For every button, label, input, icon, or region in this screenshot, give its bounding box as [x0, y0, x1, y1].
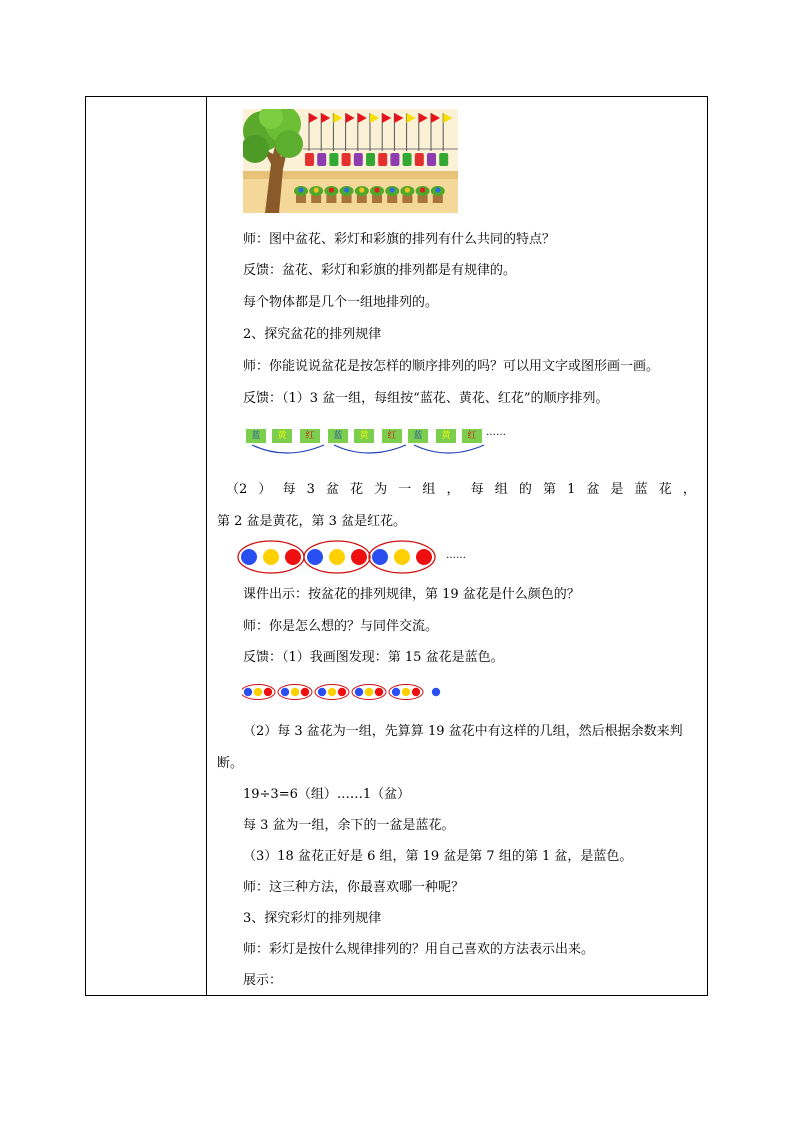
flower-dot [355, 688, 363, 696]
flower-dot [264, 688, 272, 696]
flower-icon [374, 187, 379, 192]
flower-dot [285, 549, 301, 565]
chip-7: 蓝 [408, 429, 428, 443]
flower-dot [416, 549, 432, 565]
flower-dot [394, 549, 410, 565]
method-3: （3）18 盆花正好是 6 组，第 19 盆是第 7 组的第 1 盆，是蓝色。 [243, 849, 633, 864]
pot-icon [326, 195, 336, 203]
lantern-icon [415, 153, 424, 166]
flower-dot [281, 688, 289, 696]
lantern-icon [427, 153, 436, 166]
chip-ellipsis: …… [486, 427, 506, 438]
flower-icon [314, 187, 319, 192]
section-3-heading: 3、探究彩灯的排列规律 [243, 911, 382, 926]
method-2-token: ， [682, 482, 696, 497]
flower-dot [241, 549, 257, 565]
chip-diagram [244, 427, 544, 461]
teacher-question-4: 师：这三种方法，你最喜欢哪一种呢？ [243, 880, 465, 895]
flower-dot [338, 688, 346, 696]
flower-icon [329, 187, 334, 192]
method-2-token: 的 [518, 482, 532, 497]
method-2-token: 盆 [325, 482, 339, 497]
section-2-heading: 2、探究盆花的排列规律 [243, 327, 382, 342]
flower-dot [412, 688, 420, 696]
flower-dot [351, 549, 367, 565]
circle-ellipsis: …… [446, 550, 466, 561]
method-2-token: 3 [306, 482, 315, 497]
feedback-2: 反馈：（1）3 盆一组，每组按“蓝花、黄花、红花”的顺序排列。 [243, 391, 609, 406]
method-2-token: 组 [494, 482, 508, 497]
chip-5: 黄 [354, 429, 374, 443]
method-2-token: （2 [226, 482, 248, 497]
conclusion: 每 3 盆为一组，余下的一盆是蓝花。 [243, 818, 455, 833]
flower-icon [344, 187, 349, 192]
lantern-icon [342, 153, 351, 166]
chip-9: 红 [462, 429, 482, 443]
chip-6: 红 [382, 429, 402, 443]
big-circle-diagram [236, 539, 476, 575]
pot-icon [342, 195, 352, 203]
flower-dot [392, 688, 400, 696]
courseware-prompt: 课件出示：按盆花的排列规律，第 19 盆花是什么颜色的？ [243, 587, 580, 602]
flower-dot [263, 549, 279, 565]
pot-icon [372, 195, 382, 203]
flower-dot [328, 688, 336, 696]
feedback-1: 反馈：盆花、彩灯和彩旗的排列都是有规律的。 [243, 263, 517, 278]
teacher-question-2: 师：你能说说盆花是按怎样的顺序排列的吗？可以用文字或图形画一画。 [243, 359, 660, 374]
teacher-question-3: 师：你是怎么想的？与同伴交流。 [243, 619, 439, 634]
method-2-token: 组 [422, 482, 436, 497]
chip-8: 黄 [436, 429, 456, 443]
lantern-icon [317, 153, 326, 166]
flower-dot [307, 549, 323, 565]
flower-icon [390, 187, 395, 192]
method-2-token: 第 [542, 482, 556, 497]
method-2-token: 1 [567, 482, 576, 497]
chip-1: 蓝 [246, 429, 266, 443]
feedback-3: 反馈：（1）我画图发现：第 15 盆花是蓝色。 [243, 650, 504, 665]
pot-icon [402, 195, 412, 203]
flower-icon [435, 187, 440, 192]
flower-dot [291, 688, 299, 696]
chip-3: 红 [300, 429, 320, 443]
method-2-token: 为 [374, 482, 388, 497]
flower-dot [365, 688, 373, 696]
chip-2: 黄 [272, 429, 292, 443]
method-2-explain-line-2: 断。 [217, 756, 244, 771]
flower-dot [301, 688, 309, 696]
method-2-token: 蓝 [634, 482, 648, 497]
lantern-icon [390, 153, 399, 166]
lantern-icon [366, 153, 375, 166]
pot-icon [387, 195, 397, 203]
pot-icon [296, 195, 306, 203]
lantern-icon [305, 153, 314, 166]
method-2-token: 花 [350, 482, 364, 497]
method-2-token: ， [446, 482, 460, 497]
pot-icon [357, 195, 367, 203]
method-2-line-2: 第 2 盆是黄花，第 3 盆是红花。 [217, 514, 407, 529]
pot-icon [433, 195, 443, 203]
method-2-explain-line-1: （2）每 3 盆花为一组，先算算 19 盆花中有这样的几组，然后根据余数来判 [243, 724, 683, 739]
lantern-icon [378, 153, 387, 166]
lantern-icon [354, 153, 363, 166]
method-2-token: 是 [610, 482, 624, 497]
flower-dot [244, 688, 252, 696]
flower-icon [359, 187, 364, 192]
pot-icon [311, 195, 321, 203]
teacher-question-1: 师：图中盆花、彩灯和彩旗的排列有什么共同的特点？ [243, 232, 556, 247]
flower-dot [329, 549, 345, 565]
flower-icon [298, 187, 303, 192]
method-2-token: 每 [470, 482, 484, 497]
lesson-table [85, 96, 708, 996]
flower-dot [375, 688, 383, 696]
method-2-token: 每 [282, 482, 296, 497]
left-column [86, 97, 207, 995]
flower-dot [372, 549, 388, 565]
show-label: 展示： [243, 973, 283, 988]
flower-icon [405, 187, 410, 192]
small-circle-diagram [242, 683, 482, 701]
method-2-token: ） [258, 482, 272, 497]
flower-dot [432, 688, 440, 696]
method-2-token: 盆 [586, 482, 600, 497]
flower-dot [318, 688, 326, 696]
pot-icon [418, 195, 428, 203]
lantern-icon [403, 153, 412, 166]
method-2-line-1 [226, 482, 696, 498]
note-1: 每个物体都是几个一组地排列的。 [243, 295, 439, 310]
flower-dot [402, 688, 410, 696]
teacher-question-5: 师：彩灯是按什么规律排列的？用自己喜欢的方法表示出来。 [243, 942, 595, 957]
method-2-token: 花 [658, 482, 672, 497]
division-calc: 19÷3=6（组）……1（盆） [243, 787, 411, 802]
flower-icon [420, 187, 425, 192]
chip-4: 蓝 [328, 429, 348, 443]
scene-illustration [243, 109, 458, 213]
lantern-icon [329, 153, 338, 166]
lantern-icon [439, 153, 448, 166]
flower-dot [254, 688, 262, 696]
method-2-token: 一 [398, 482, 412, 497]
